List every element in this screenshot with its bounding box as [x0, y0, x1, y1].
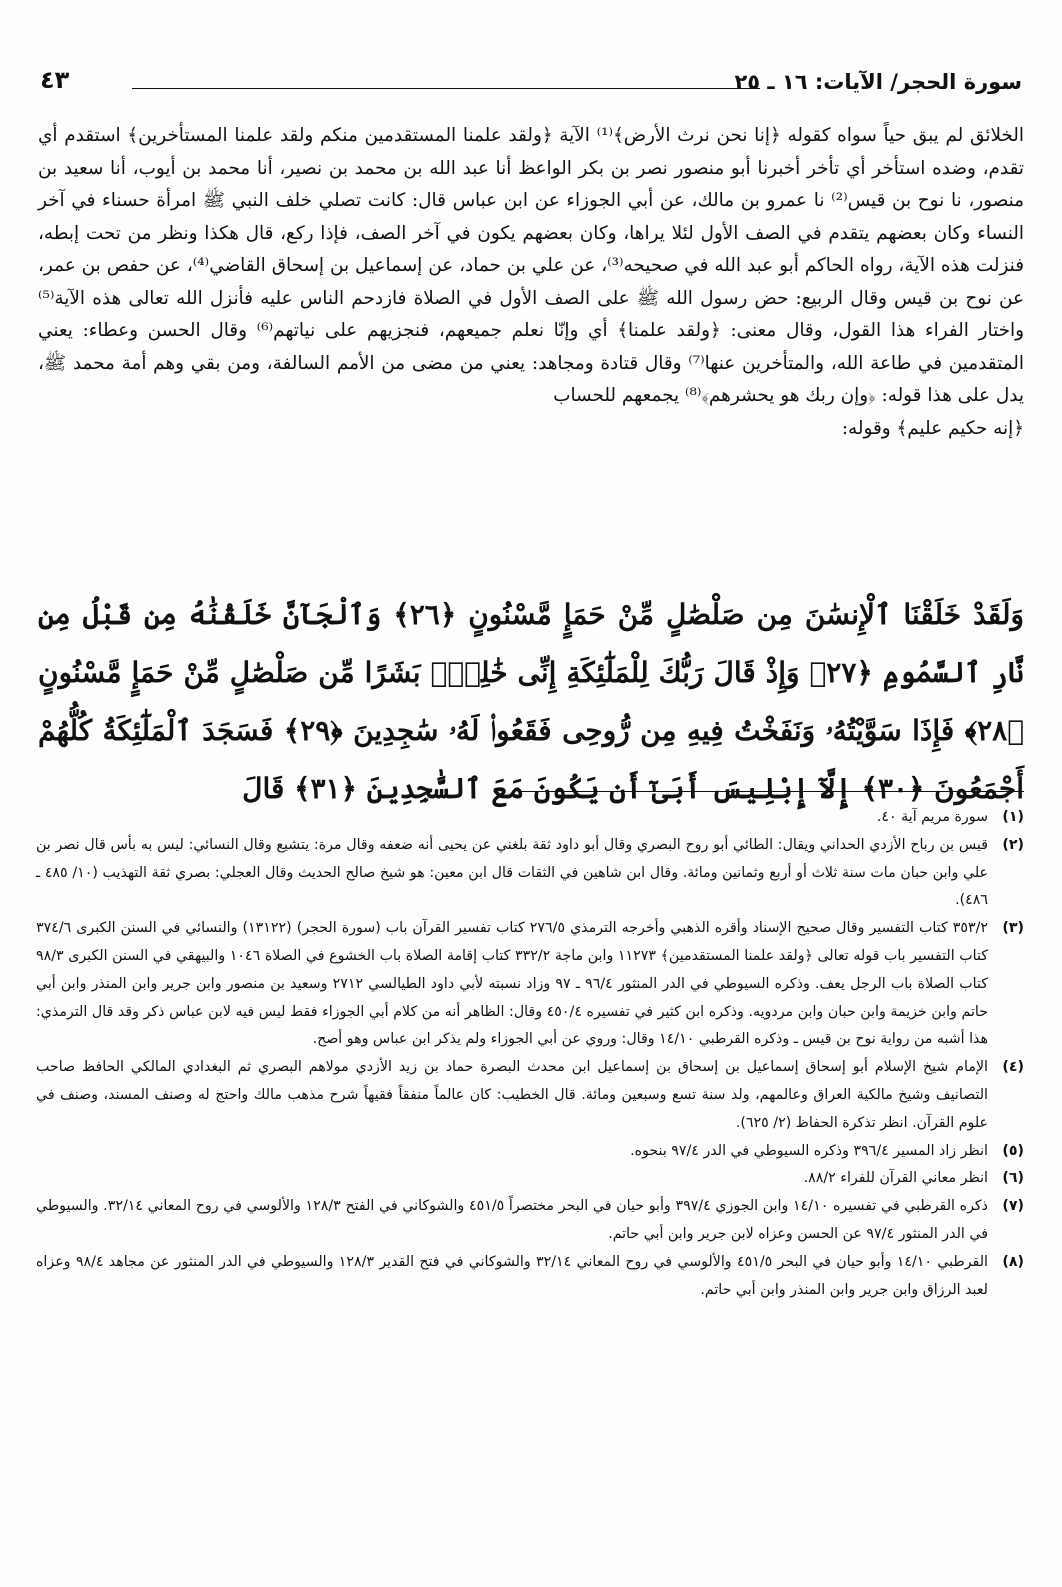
page-number: ٤٣: [40, 66, 70, 94]
running-title: سورة الحجر/ الآيات: ١٦ ـ ٢٥: [734, 70, 1022, 94]
header-rule: [132, 88, 760, 89]
footnote: [36, 915, 1024, 1054]
footnote-text: انظر زاد المسير ٣٩٦/٤ وذكره السيوطي في الدر ٩٧/٤ بنحوه.: [630, 1142, 988, 1159]
commentary-paragraph: الخلائق لم يبق حياً سواه كقوله ﴿إنا نحن نرث الأرض﴾⁽¹⁾ الآية ﴿ولقد علمنا المستقدمين منكم ولقد علمنا المستأخرين﴾ استقدم أي تقدم، وضده استأخر أي تأخر أخبرنا أبو منصور نصر بن بكر الواعظ أنا عبد الله بن محمد بن نصير، أنا محمد بن أيوب، أنا سعيد بن منصور، نا نوح بن قيس⁽²⁾ نا عمرو بن مالك، عن أبي الجوزاء عن ابن عباس قال: كانت تصلي خلف النبي ﷺ امرأة حسناء في آخر النساء وكان بعضهم يتقدم في الصف الأول لئلا يراها، وكان بعضهم يكون في آخر الصف، فإذا ركع، قال هكذا ونظر من تحت إبطه، فنزلت هذه الآية، رواه الحاكم أبو عبد الله في صحيحه⁽³⁾، عن علي بن حماد، عن إسماعيل بن إسحاق القاضي⁽⁴⁾، عن حفص بن عمر، عن نوح بن قيس وقال الربيع: حض رسول الله ﷺ على الصف الأول في الصلاة فازدحم الناس عليه فأنزل الله تعالى هذه الآية⁽⁵⁾ واختار الفراء هذا القول، وقال معنى: ﴿ولقد علمنا﴾ أي وإنّا نعلم جميعهم، فنجزيهم على نياتهم⁽⁶⁾ وقال الحسن وعطاء: يعني المتقدمين في طاعة الله، والمتأخرين عنها⁽⁷⁾ وقال قتادة ومجاهد: يعني من مضى من الأمم السالفة، ومن بقي وهم أمة محمد ﷺ، يدل على هذا قوله: ﴿وإن ربك هو يحشرهم﴾⁽⁸⁾ يجمعهم للحساب: [38, 125, 1024, 406]
footnote-text: ٣٥٣/٢ كتاب التفسير وقال صحيح الإسناد وأقره الذهبي وأخرجه الترمذي ٢٧٦/٥ كتاب تفسير القرآن باب (سورة الحجر) (١٣١٢٢) والنسائي في السنن الكبرى ٣٧٤/٦ كتاب التفسير باب قوله تعالى ﴿ولقد علمنا المستقدمين﴾ ١١٢٧٣ وابن ماجة ٣٣٢/٢ كتاب إقامة الصلاة باب الخشوع في الصلاة ١٠٤٦ والبيهقي في السنن الكبرى ٩٨/٣ كتاب الصلاة باب الرجل يعف. وذكره السيوطي في الدر المنثور ٩٦/٤ ـ ٩٧ وزاد نسبته لأبي داود الطيالسي ٢٧١٢ وسعيد بن منصور وابن جرير وابن المنذر وابن أبي حاتم وابن خزيمة وابن حبان وابن مردويه. وذكره ابن كثير في تفسيره ٤٥٠/٤ وقال: الظاهر أنه من كلام أبي الجوزاء فقط ليس فيه لابن عباس ذكر وقد قال الترمذي: هذا أشبه من رواية نوح بن قيس ـ وذكره القرطبي ١٤/١٠ وقال: وروي عن أبي الجوزاء ولم يذكر ابن عباس وهو أصح.: [36, 920, 988, 1048]
footnote: [36, 804, 1024, 832]
footnote-text: قيس بن رباح الأزدي الحداني ويقال: الطائي أبو روح البصري وقال أبو داود ثقة بلغني عن يحيى أنه ضعفه وقال مرة: يتشيع وقال النسائي: ليس به بأس قال نصر بن علي وابن حبان مات سنة ثلاث أو أربع وثمانين ومائة. وقال ابن شاهين في الثقات قال ابن معين: هو شيخ صالح الحديث وقال العجلي: بصري ثقة التهذيب (١٠/ ٤٨٥ ـ ٤٨٦).: [36, 836, 988, 909]
footnote-number: (١): [1002, 809, 1024, 825]
footnote: [36, 1165, 1024, 1193]
footnote: [36, 1054, 1024, 1137]
footnote-number: (٦): [1002, 1170, 1024, 1187]
footnote: [36, 1193, 1024, 1249]
footnote-text: الإمام شيخ الإسلام أبو إسحاق إسماعيل بن إسحاق بن إسماعيل ابن محدث البصرة حماد بن زيد الأزدي مولاهم البصري ثم البغدادي المالكي الحافظ صاحب التصانيف وشيخ مالكية العراق وعالمهم، ولد سنة تسع وسبعين ومائة. قال الخطيب: كان عالماً منفقاً فقيهاً شرح مذهب مالك واحتج له وصنف المسند، وصنف في علوم القرآن. انظر تذكرة الحفاظ (٢/ ٦٢٥).: [36, 1059, 988, 1131]
footnotes: [36, 804, 1024, 1304]
footnote-text: ذكره القرطبي في تفسيره ١٤/١٠ وابن الجوزي ٣٩٧/٤ وأبو حيان في البحر مختصراً ٤٥١/٥ والشوكاني في الفتح ١٢٨/٣ والألوسي في روح المعاني ٣٢/١٤. والسيوطي في الدر المنثور ٩٧/٤ عن الحسن وعزاه لابن جرير وابن أبي حاتم.: [36, 1198, 988, 1242]
main-text: [38, 120, 1024, 445]
footnote-text: سورة مريم آية ٤٠.: [876, 809, 988, 825]
footnote-number: (٣): [1002, 920, 1024, 937]
footnote-separator: [519, 791, 1024, 792]
footnote-number: (٤): [1002, 1059, 1024, 1076]
footnote-number: (٨): [1002, 1253, 1024, 1270]
footnote: [36, 1138, 1024, 1166]
footnote-text: القرطبي ١٤/١٠ وأبو حيان في البحر ٤٥١/٥ والألوسي في روح المعاني ٣٢/١٤ والشوكاني في فتح القدير ١٢٨/٣ والسيوطي في الدر المنثور عن مجاهد ٩٨/٤ وعزاه لعبد الرزاق وابن جرير وابن المنذر وابن أبي حاتم.: [36, 1253, 988, 1298]
footnote-text: انظر معاني القرآن للفراء ٨٨/٢.: [803, 1170, 988, 1187]
quran-verses: وَلَقَدْ خَلَقْنَا ٱلْإِنسَٰنَ مِن صَلْصَٰلٍ مِّنْ حَمَإٍ مَّسْنُونٍ ﴿٢٦﴾ وَٱلْجَآنَّ خَلَقْنَٰهُ مِن قَبْلُ مِن نَّارِ ٱلسَّمُومِ ﴿٢٧﴾ وَإِذْ قَالَ رَبُّكَ لِلْمَلَٰٓئِكَةِ إِنِّى خَٰلِقٌۢ بَشَرًا مِّن صَلْصَٰلٍ مِّنْ حَمَإٍ مَّسْنُونٍ ﴿٢٨﴾ فَإِذَا سَوَّيْتُهُۥ وَنَفَخْتُ فِيهِ مِن رُّوحِى فَقَعُوا۟ لَهُۥ سَٰجِدِينَ ﴿٢٩﴾ فَسَجَدَ ٱلْمَلَٰٓئِكَةُ كُلُّهُمْ أَجْمَعُونَ ﴿٣٠﴾ إِلَّآ إِبْلِيسَ أَبَىٰٓ أَن يَكُونَ مَعَ ٱلسَّٰجِدِينَ ﴿٣١﴾ قَالَ: [38, 598, 1025, 805]
commentary-last-line: ﴿إنه حكيم عليم﴾ وقوله:: [841, 417, 1024, 439]
footnote-number: (٥): [1002, 1142, 1024, 1159]
footnote: [36, 832, 1024, 915]
footnote-number: (٢): [1002, 836, 1024, 853]
page-header: [40, 62, 1022, 112]
footnote: [36, 1249, 1024, 1305]
footnote-number: (٧): [1002, 1198, 1024, 1215]
